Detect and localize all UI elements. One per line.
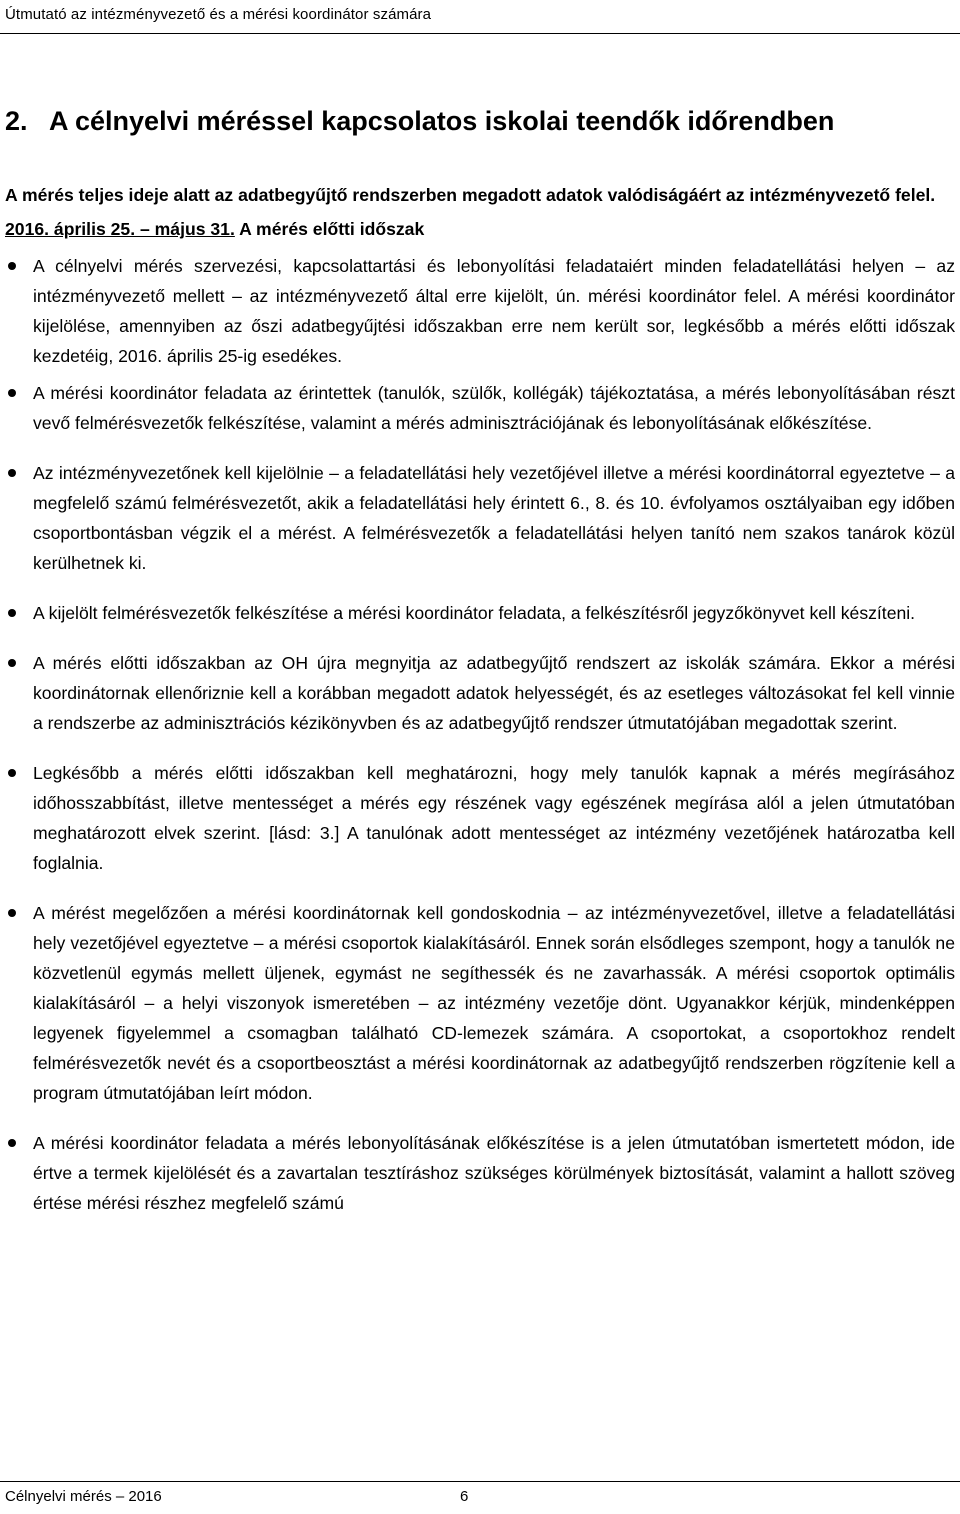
footer-title: Célnyelvi mérés – 2016 xyxy=(5,1488,162,1505)
list-item xyxy=(5,458,955,578)
list-item xyxy=(5,598,955,628)
list-item-text: A mérési koordinátor feladata a mérés lebonyolításának előkészítése is a jelen útmutatóban ismertetett módon, ide értve a termek kijelölését és a zavartalan tesztíráshoz szükséges körülmények biztosítását, valamint a hallott szöveg értése mérési részhez megfelelő számú xyxy=(33,1133,955,1213)
bullet-icon xyxy=(8,909,16,917)
list-item-text: Legkésőbb a mérés előtti időszakban kell meghatározni, hogy mely tanulók kapnak a mérés megírásához időhosszabbítást, illetve mentességet a mérés egy részének vagy egészének megírása alól a jelen útmutatóban meghatározott elvek szerint. [lásd: 3.] A tanulónak adott mentességet az intézmény vezetőjének határozatba kell foglalnia. xyxy=(33,763,955,873)
bullet-icon xyxy=(8,769,16,777)
list-item-text: A mérés előtti időszakban az OH újra megnyitja az adatbegyűjtő rendszert az iskolák számára. Ekkor a mérési koordinátornak ellenőriznie kell a korábban megadott adatok helyességét, és az esetleges változásokat fel kell vinnie a rendszerbe az adminisztrációs kézikönyvben és az adatbegyűjtő rendszer útmutatójában megadottak szerint. xyxy=(33,653,955,733)
page-number: 6 xyxy=(460,1488,469,1505)
footer-divider xyxy=(0,1481,960,1482)
period-heading xyxy=(5,214,955,244)
list-item-text: A mérési koordinátor feladata az érintettek (tanulók, szülők, kollégák) tájékoztatása, a mérés lebonyolításában részt vevő felmérésvezetők felkészítése, valamint a mérés adminisztrációjának és lebonyolításának előkészítése. xyxy=(33,383,955,433)
list-item xyxy=(5,1128,955,1218)
list-item xyxy=(5,648,955,738)
bullet-icon xyxy=(8,262,16,270)
bullet-icon xyxy=(8,389,16,397)
bullet-icon xyxy=(8,469,16,477)
period-dates: 2016. április 25. – május 31. xyxy=(5,219,235,239)
bullet-icon xyxy=(8,659,16,667)
intro-paragraph: A mérés teljes ideje alatt az adatbegyűjtő rendszerben megadott adatok valódiságáért az intézményvezető felel. xyxy=(5,185,936,205)
period-label: A mérés előtti időszak xyxy=(239,219,425,239)
list-item xyxy=(5,758,955,878)
bullet-icon xyxy=(8,1139,16,1147)
main-content xyxy=(5,180,955,1218)
list-item-text: A mérést megelőzően a mérési koordinátornak kell gondoskodnia – az intézményvezetővel, illetve a feladatellátási hely vezetőjével egyeztetve – a mérési csoportok kialakításáról. Ennek során elsődleges szempont, hogy a tanulók ne közvetlenül egymás mellett üljenek, egymást ne segíthessék és ne zavarhassák. A mérési csoportok optimális kialakításáról – a helyi viszonyok ismeretében – az intézmény vezetője dönt. Ugyanakkor kérjük, mindenképpen legyenek figyelemmel a csomagban található CD-lemezek számára. A csoportokat, a csoportokhoz rendelt felmérésvezetők nevét és a csoportbeosztást a mérési koordinátornak az adatbegyűjtő rendszerben rögzítenie kell a program útmutatójában leírt módon. xyxy=(33,903,955,1103)
header-divider xyxy=(0,33,960,34)
list-item-text: A kijelölt felmérésvezetők felkészítése a mérési koordinátor feladata, a felkészítésről jegyzőkönyvet kell készíteni. xyxy=(33,603,916,623)
list-item xyxy=(5,898,955,1108)
list-item xyxy=(5,378,955,438)
running-header: Útmutató az intézményvezető és a mérési koordinátor számára xyxy=(5,6,432,23)
list-item-text: A célnyelvi mérés szervezési, kapcsolattartási és lebonyolítási feladataiért minden feladatellátási helyen – az intézményvezető mellett – az intézményvezető által erre kijelölt, ún. mérési koordinátor felel. A mérési koordinátor kijelölése, amennyiben az őszi adatbegyűjtési időszakban erre nem került sor, legkésőbb a mérés előtti időszak kezdetéig, 2016. április 25-ig esedékes. xyxy=(33,256,955,366)
task-list xyxy=(5,251,955,1218)
list-item xyxy=(5,251,955,371)
section-title: 2. A célnyelvi méréssel kapcsolatos iskolai teendők időrendben xyxy=(5,106,835,136)
bullet-icon xyxy=(8,609,16,617)
list-item-text: Az intézményvezetőnek kell kijelölnie – a feladatellátási hely vezetőjével illetve a mérési koordinátorral egyeztetve – a megfelelő számú felmérésvezetőt, akik a feladatellátási hely érintett 6., 8. és 10. évfolyamos osztályaiban egy időben csoportbontásban végzik el a mérést. A felmérésvezetők a feladatellátási helyen tanító nem szakos tanárok közül kerülhetnek ki. xyxy=(33,463,955,573)
